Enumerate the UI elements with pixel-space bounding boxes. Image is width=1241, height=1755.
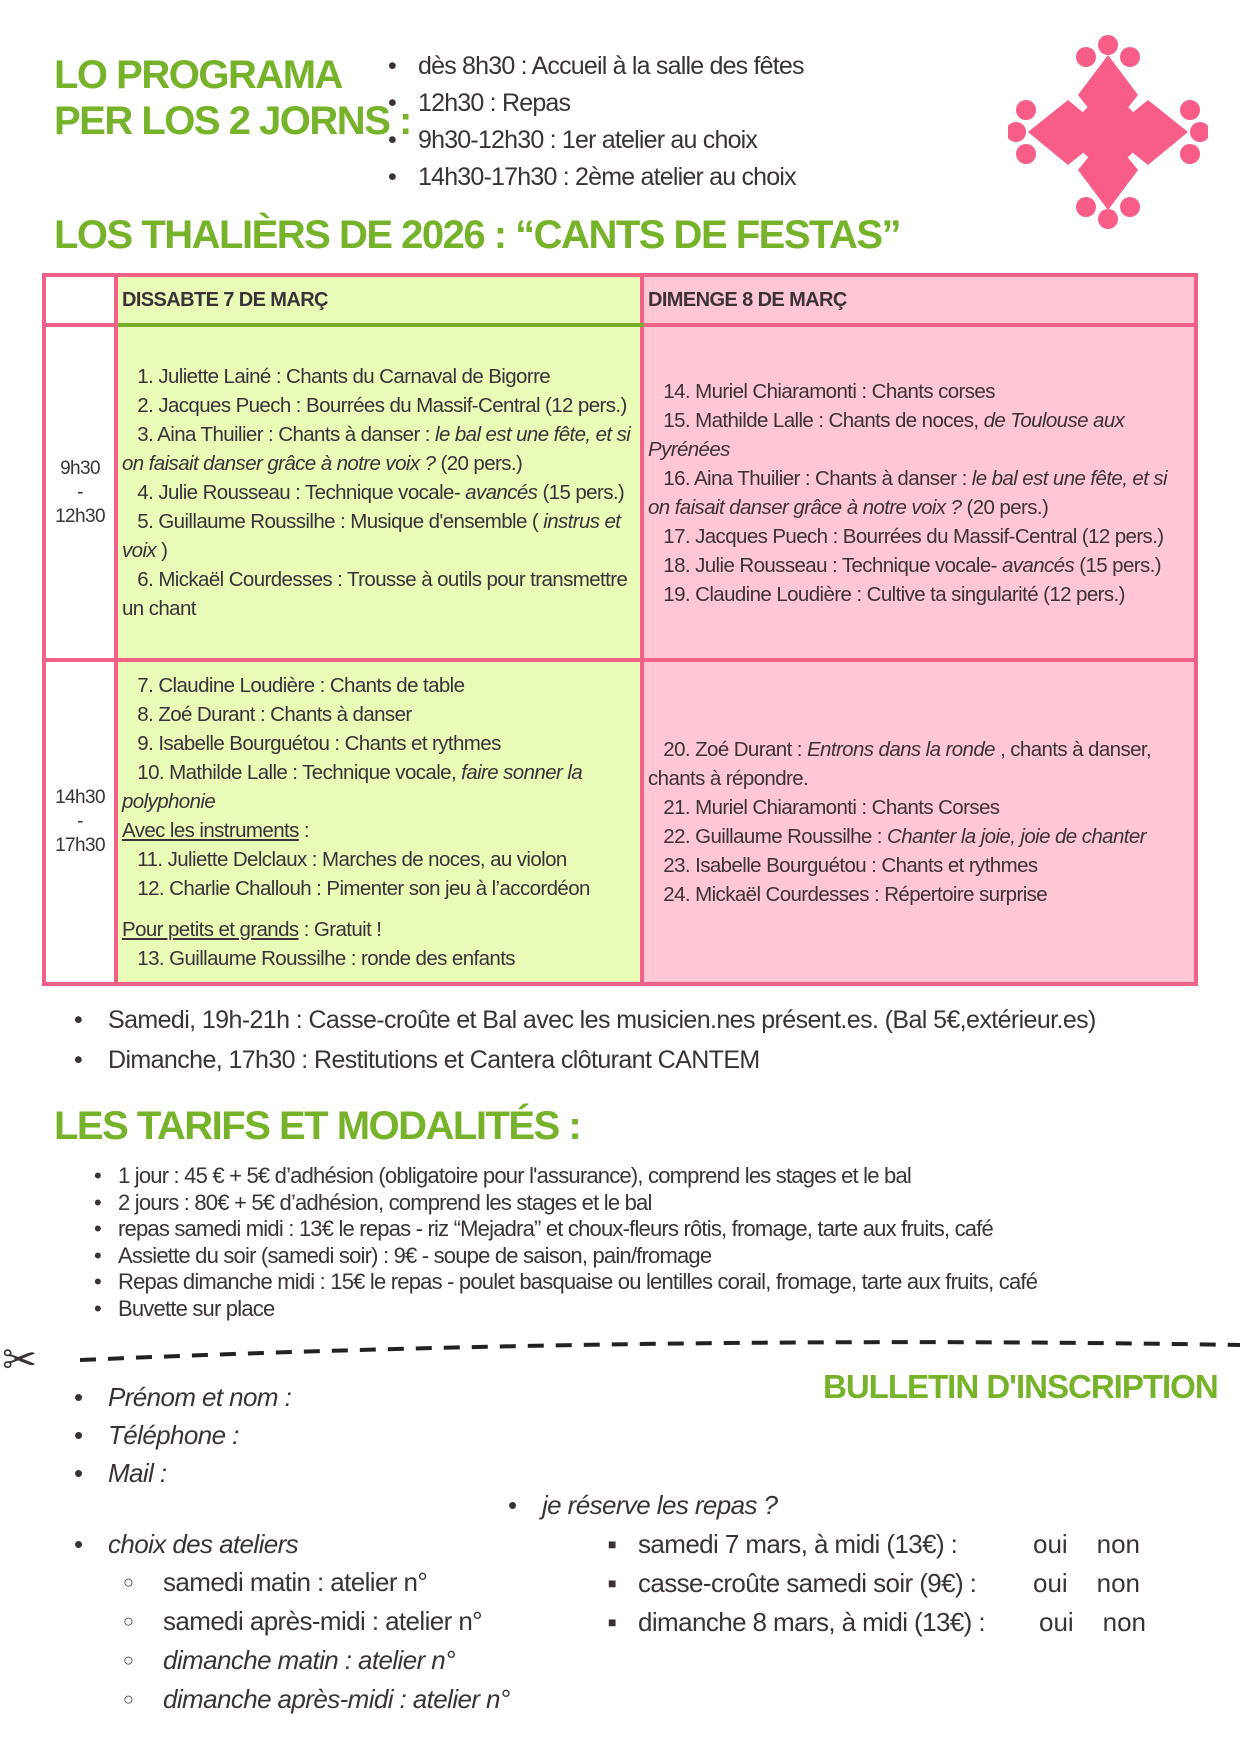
events-list [74,1000,1224,1080]
choice-sun-morning[interactable]: ○ dimanche matin : atelier n° [123,1641,510,1680]
workshop-item: 22. Guillaume Roussilhe : Chanter la joie, joie de chanter [663,825,1146,848]
choice-sat-afternoon[interactable]: ○ samedi après-midi : atelier n° [123,1602,510,1641]
list-item: • 12h30 : Repas [388,85,804,122]
day2-header: DIMENGE 8 DE MARÇ [642,275,1196,325]
workshop-item: 12. Charlie Challouh : Pimenter son jeu à l’accordéon [137,877,590,900]
kids-label: Pour petits et grands [122,918,299,941]
workshop-item: 16. Aina Thuilier : Chants à danser : le bal est une fête, et si on faisait danser grâce à notre voix ? (20 pers.) [648,466,1168,519]
table-row [44,325,1196,660]
yes-option[interactable]: oui [1033,1529,1068,1559]
workshop-item: 13. Guillaume Roussilhe : ronde des enfants [137,947,515,970]
meal-sun-noon: ■ dimanche 8 mars, à midi (13€) : [608,1603,985,1642]
sun-morning-cell [642,325,1196,660]
list-item: • Repas dimanche midi : 15€ le repas - poulet basquaise ou lentilles corail, fromage, tarte aux fruits, café [92,1269,1037,1296]
sat-morning-cell [116,325,642,660]
workshop-item: 6. Mickaël Courdesses : Trousse à outils pour transmettre un chant [122,568,628,620]
workshop-item: 18. Julie Rousseau : Technique vocale- avancés (15 pers.) [663,553,1161,577]
workshop-item: 9. Isabelle Bourguétou : Chants et rythmes [137,732,501,755]
list-item: • repas samedi midi : 13€ le repas - riz “Mejadra” et choux-fleurs rôtis, fromage, tarte aux fruits, café [92,1216,1037,1243]
workshop-item: 4. Julie Rousseau : Technique vocale- avancés (15 pers.) [137,481,625,504]
list-item: • dès 8h30 : Accueil à la salle des fêtes [388,48,804,85]
workshop-item: 20. Zoé Durant : Entrons dans la ronde , chants à danser, chants à répondre. [648,738,1152,790]
tarifs-list [92,1163,1037,1322]
time-slot-morning: 9h30 - 12h30 [44,325,116,660]
no-option[interactable]: non [1096,1568,1140,1598]
workshop-item: 7. Claudine Loudière : Chants de table [137,674,465,697]
yes-option[interactable]: oui [1039,1607,1074,1637]
workshop-item: 19. Claudine Loudière : Cultive ta singularité (12 pers.) [663,582,1125,606]
list-item: • Dimanche, 17h30 : Restitutions et Cantera clôturant CANTEM [74,1040,1224,1080]
list-item: • 2 jours : 80€ + 5€ d’adhésion, comprend les stages et le bal [92,1190,1037,1217]
workshop-item: 17. Jacques Puech : Bourrées du Massif-Central (12 pers.) [663,524,1164,548]
meal-sat-evening: ■ casse-croûte samedi soir (9€) : [608,1564,985,1603]
meal-sat-noon: ■ samedi 7 mars, à midi (13€) : [608,1525,985,1564]
bulletin-fields [74,1378,291,1492]
list-item: • Samedi, 19h-21h : Casse-croûte et Bal avec les musicien.nes présent.es. (Bal 5€,extérieur.es) [74,1000,1224,1040]
choice-sat-morning[interactable]: ○ samedi matin : atelier n° [123,1563,510,1602]
workshop-item: 24. Mickaël Courdesses : Répertoire surprise [663,883,1048,906]
occitan-cross-icon [1008,35,1208,230]
workshop-item: 2. Jacques Puech : Bourrées du Massif-Central (12 pers.) [137,394,627,417]
mail-field[interactable]: • Mail : [74,1454,291,1492]
meals-list [608,1525,985,1642]
cut-line [80,1335,1240,1365]
list-item: • Assiette du soir (samedi soir) : 9€ - soupe de saison, pain/fromage [92,1243,1037,1270]
workshop-item: 5. Guillaume Roussilhe : Musique d'ensemble ( instrus et voix ) [122,510,621,562]
workshop-item: 1. Juliette Lainé : Chants du Carnaval de Bigorre [137,365,551,388]
phone-field[interactable]: • Téléphone : [74,1416,291,1454]
workshops-table [42,273,1198,986]
sun-afternoon-cell [642,660,1196,984]
list-item: • 9h30-12h30 : 1er atelier au choix [388,122,804,159]
meals-label: • je réserve les repas ? [508,1486,777,1524]
table-header-row [44,275,1196,325]
instruments-label: Avec les instruments [122,819,299,842]
no-option[interactable]: non [1096,1529,1140,1559]
bulletin-title: BULLETIN D'INSCRIPTION [823,1368,1218,1405]
list-item: • Buvette sur place [92,1296,1037,1323]
workshop-item: 10. Mathilde Lalle : Technique vocale, faire sonner la polyphonie [122,761,583,813]
workshop-item: 14. Muriel Chiaramonti : Chants corses [663,379,995,403]
day1-header: DISSABTE 7 DE MARÇ [116,275,642,325]
workshop-item: 3. Aina Thuilier : Chants à danser : le bal est une fête, et si on faisait danser grâce à notre voix ? (20 pers.) [122,423,631,475]
workshops-title: LOS THALIÈRS DE 2026 : “CANTS DE FESTAS” [54,213,901,257]
choice-sun-afternoon[interactable]: ○ dimanche après-midi : atelier n° [123,1680,510,1719]
workshop-item: 21. Muriel Chiaramonti : Chants Corses [663,796,1000,819]
no-option[interactable]: non [1102,1607,1146,1637]
workshop-item: 8. Zoé Durant : Chants à danser [137,703,412,726]
yes-option[interactable]: oui [1033,1568,1068,1598]
name-field[interactable]: • Prénom et nom : [74,1378,291,1416]
workshop-item: 23. Isabelle Bourguétou : Chants et rythmes [663,854,1038,877]
sat-afternoon-cell: 7. Claudine Loudière : Chants de table 8. Zoé Durant : Chants à danser 9. Isabelle Bourguétou : Chants et rythmes 10. Mathilde Lalle : Technique vocale, faire sonner la polyphonie Avec les instruments : 11. Juliette Delclaux : Marches de noces, au violon 12. Charlie Challouh : Pimenter son jeu à l’accordéon Pour petits et grands : Gratuit ! 13. Guillaume Roussilhe : ronde des enfants [116,660,642,984]
scissors-icon: ✂ [2,1336,38,1383]
program-title: LO PROGRAMA PER LOS 2 JORNS : [54,53,411,143]
list-item: • 1 jour : 45 € + 5€ d’adhésion (obligatoire pour l'assurance), comprend les stages et le bal [92,1163,1037,1190]
workshop-choices [123,1563,510,1719]
workshop-item: 15. Mathilde Lalle : Chants de noces, de Toulouse aux Pyrénées [648,408,1125,461]
workshop-item: 11. Juliette Delclaux : Marches de noces, au violon [137,848,567,871]
tarifs-title: LES TARIFS ET MODALITÉS : [54,1104,581,1148]
workshop-choice-label: • choix des ateliers [74,1525,298,1563]
list-item: • 14h30-17h30 : 2ème atelier au choix [388,159,804,196]
table-row [44,660,1196,984]
program-list [388,48,804,196]
time-slot-afternoon: 14h30 - 17h30 [44,660,116,984]
